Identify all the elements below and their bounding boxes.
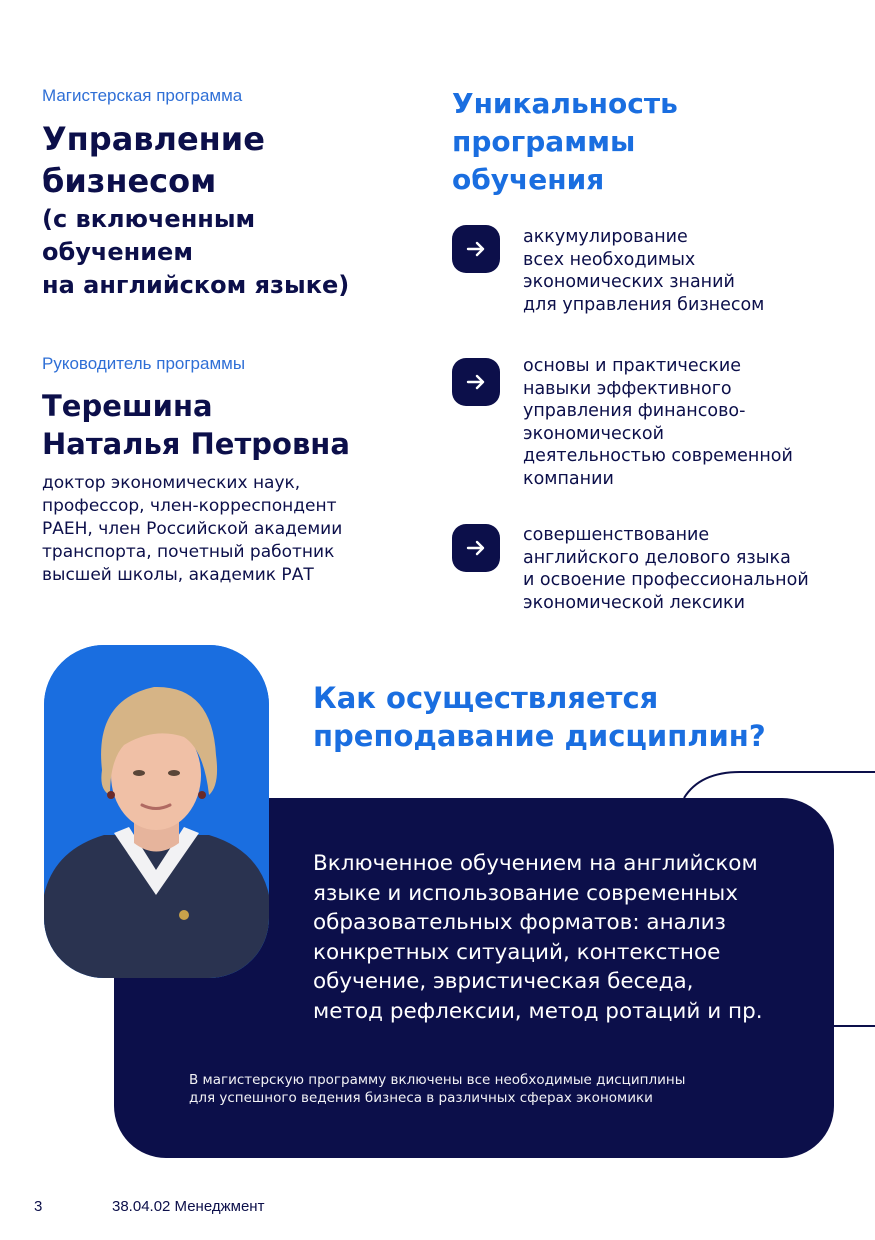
teaching-line: Включенное обучением на английском bbox=[313, 851, 758, 876]
arrow-right-icon bbox=[452, 524, 500, 572]
leader-bio-line: доктор экономических наук, bbox=[42, 473, 301, 493]
feature-text: основы и практические навыки эффективного управления финансово- экономической деятельностью современной компании bbox=[523, 356, 793, 489]
teaching-note-line: В магистерскую программу включены все необходимые дисциплины bbox=[189, 1072, 686, 1088]
leader-bio-line: профессор, член-корреспондент bbox=[42, 496, 337, 516]
teaching-line: метод рефлексии, метод ротаций и пр. bbox=[313, 998, 763, 1024]
program-subtitle bbox=[42, 203, 349, 302]
uniqueness-title-line: программы bbox=[452, 125, 636, 158]
feature-text: аккумулирование всех необходимых экономических знаний для управления бизнесом bbox=[523, 227, 765, 315]
leader-name bbox=[42, 387, 350, 463]
program-title-line: Управление bbox=[42, 120, 265, 158]
teaching-line: образовательных форматов: анализ bbox=[313, 910, 726, 935]
leader-name-line: Наталья Петровна bbox=[42, 427, 350, 461]
teaching-note-line: для успешного ведения бизнеса в различных сферах экономики bbox=[189, 1090, 653, 1106]
leader-bio-line: высшей школы, академик РАТ bbox=[42, 565, 314, 585]
leader-kicker: Руководитель программы bbox=[42, 354, 246, 373]
arrow-right-icon bbox=[452, 225, 500, 273]
teaching-description bbox=[313, 849, 763, 1026]
program-subtitle-line: на английском языке) bbox=[42, 271, 350, 299]
program-title bbox=[42, 118, 265, 202]
uniqueness-title-line: обучения bbox=[452, 163, 605, 196]
leader-bio-line: транспорта, почетный работник bbox=[42, 542, 335, 562]
arrow-right-icon bbox=[452, 358, 500, 406]
teaching-line: обучение, эвристическая беседа, bbox=[313, 969, 694, 994]
teaching-title bbox=[313, 679, 766, 755]
teaching-note bbox=[189, 1071, 685, 1107]
teaching-title-line: преподавание дисциплин? bbox=[313, 719, 766, 753]
teaching-line: конкретных ситуаций, контекстное bbox=[313, 939, 721, 965]
teaching-title-line: Как осуществляется bbox=[313, 681, 659, 715]
page-number: 3 bbox=[34, 1198, 43, 1215]
program-subtitle-line: (с включенным bbox=[42, 205, 256, 233]
teaching-line: языке и использование современных bbox=[313, 880, 738, 906]
portrait-image bbox=[44, 645, 269, 978]
program-kicker: Магистерская программа bbox=[42, 86, 243, 105]
program-subtitle-line: обучением bbox=[42, 238, 193, 266]
program-code: 38.04.02 Менеджмент bbox=[112, 1198, 265, 1215]
program-title-line: бизнесом bbox=[42, 162, 217, 200]
leader-name-line: Терешина bbox=[42, 389, 213, 423]
leader-photo bbox=[44, 645, 269, 978]
leader-bio bbox=[42, 472, 342, 587]
feature-text: совершенствование английского делового языка и освоение профессиональной экономической лексики bbox=[523, 525, 809, 613]
uniqueness-title-line: Уникальность bbox=[452, 87, 678, 120]
leader-bio-line: РАЕН, член Российской академии bbox=[42, 519, 343, 539]
uniqueness-title bbox=[452, 85, 678, 199]
